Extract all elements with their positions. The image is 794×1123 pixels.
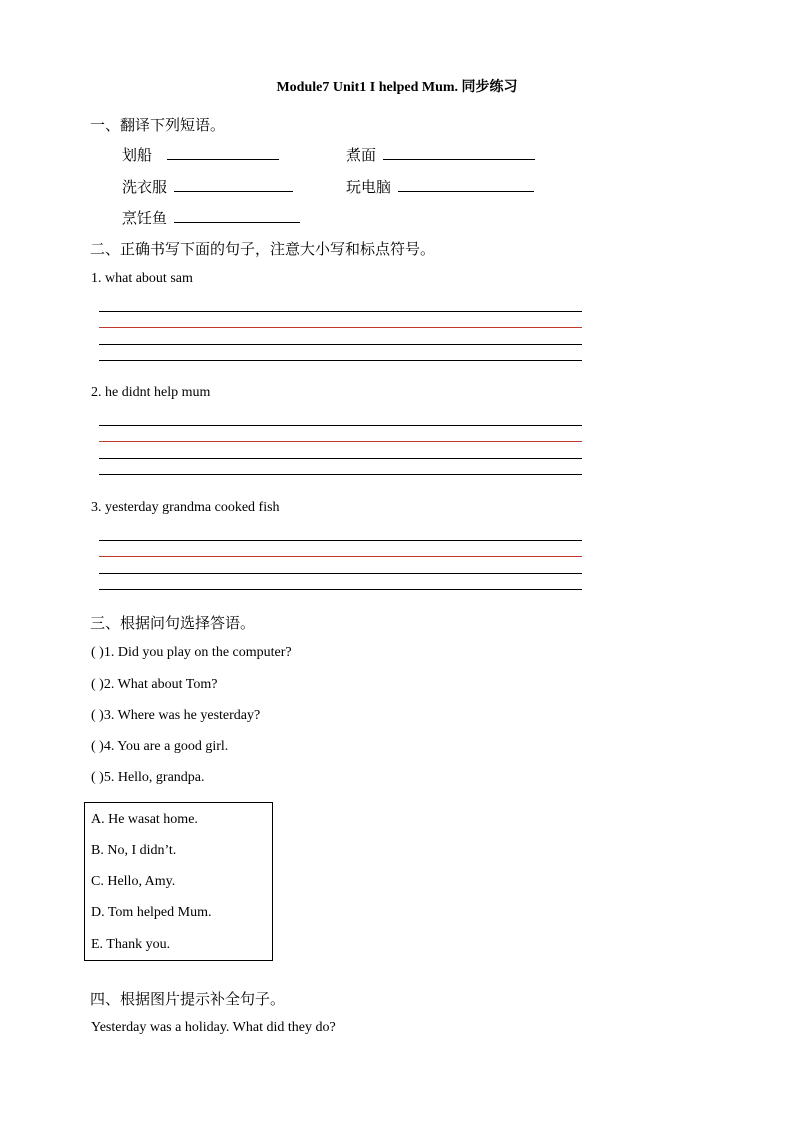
question-row: [91, 739, 228, 755]
writing-line[interactable]: [99, 573, 582, 574]
phrase-label: 煮面: [346, 146, 377, 164]
section2-heading: 二、正确书写下面的句子，注意大小写和标点符号。: [90, 240, 436, 258]
answer-parentheses[interactable]: ( ): [91, 645, 104, 660]
writing-guide-line: [99, 441, 582, 442]
writing-line[interactable]: [99, 360, 582, 361]
writing-line[interactable]: [99, 344, 582, 345]
phrase-label: 划船: [122, 146, 153, 164]
answer-blank[interactable]: [174, 208, 300, 223]
phrase-row: [122, 207, 300, 228]
writing-line[interactable]: [99, 540, 582, 541]
answer-blank[interactable]: [383, 145, 535, 160]
writing-line[interactable]: [99, 474, 582, 475]
question-text: 3. Where was he yesterday?: [103, 708, 261, 723]
section4-heading: 四、根据图片提示补全句子。: [90, 990, 286, 1008]
question-text: 2. What about Tom?: [103, 677, 218, 692]
writing-guide-line: [99, 556, 582, 557]
section4-intro: Yesterday was a holiday. What did they do?: [91, 1020, 336, 1035]
phrase-row: [346, 176, 534, 197]
section1-heading: 一、翻译下列短语。: [90, 116, 226, 134]
sentence-prompt: 2. he didnt help mum: [91, 385, 211, 400]
phrase-row: [122, 144, 279, 165]
answer-blank[interactable]: [174, 177, 293, 192]
answer-parentheses[interactable]: ( ): [91, 677, 104, 692]
writing-line[interactable]: [99, 425, 582, 426]
section3-heading: 三、根据问句选择答语。: [90, 614, 256, 632]
answer-option: A. He wasat home.: [91, 812, 198, 827]
answer-parentheses[interactable]: ( ): [91, 739, 104, 754]
answer-blank[interactable]: [167, 145, 279, 160]
writing-line[interactable]: [99, 589, 582, 590]
answer-option: C. Hello, Amy.: [91, 874, 176, 889]
question-row: [91, 708, 260, 724]
question-row: [91, 645, 292, 661]
phrase-label: 烹饪鱼: [122, 209, 168, 227]
writing-line[interactable]: [99, 311, 582, 312]
sentence-prompt: 1. what about sam: [91, 271, 193, 286]
phrase-label: 玩电脑: [346, 178, 392, 196]
answer-option: E. Thank you.: [91, 937, 171, 952]
phrase-row: [122, 176, 293, 197]
answer-options-box: [84, 802, 273, 961]
answer-blank[interactable]: [398, 177, 534, 192]
question-row: [91, 770, 205, 786]
answer-option: D. Tom helped Mum.: [91, 905, 212, 920]
phrase-row: [346, 144, 535, 165]
writing-guide-line: [99, 327, 582, 328]
page-title: Module7 Unit1 I helped Mum. 同步练习: [276, 80, 518, 95]
answer-parentheses[interactable]: ( ): [91, 770, 104, 785]
phrase-label: 洗衣服: [122, 178, 168, 196]
question-text: 4. You are a good girl.: [103, 739, 229, 754]
question-row: [91, 677, 217, 693]
question-text: 5. Hello, grandpa.: [103, 770, 205, 785]
sentence-prompt: 3. yesterday grandma cooked fish: [91, 500, 280, 515]
answer-parentheses[interactable]: ( ): [91, 708, 104, 723]
writing-line[interactable]: [99, 458, 582, 459]
question-text: 1. Did you play on the computer?: [103, 645, 292, 660]
answer-option: B. No, I didn’t.: [91, 843, 177, 858]
